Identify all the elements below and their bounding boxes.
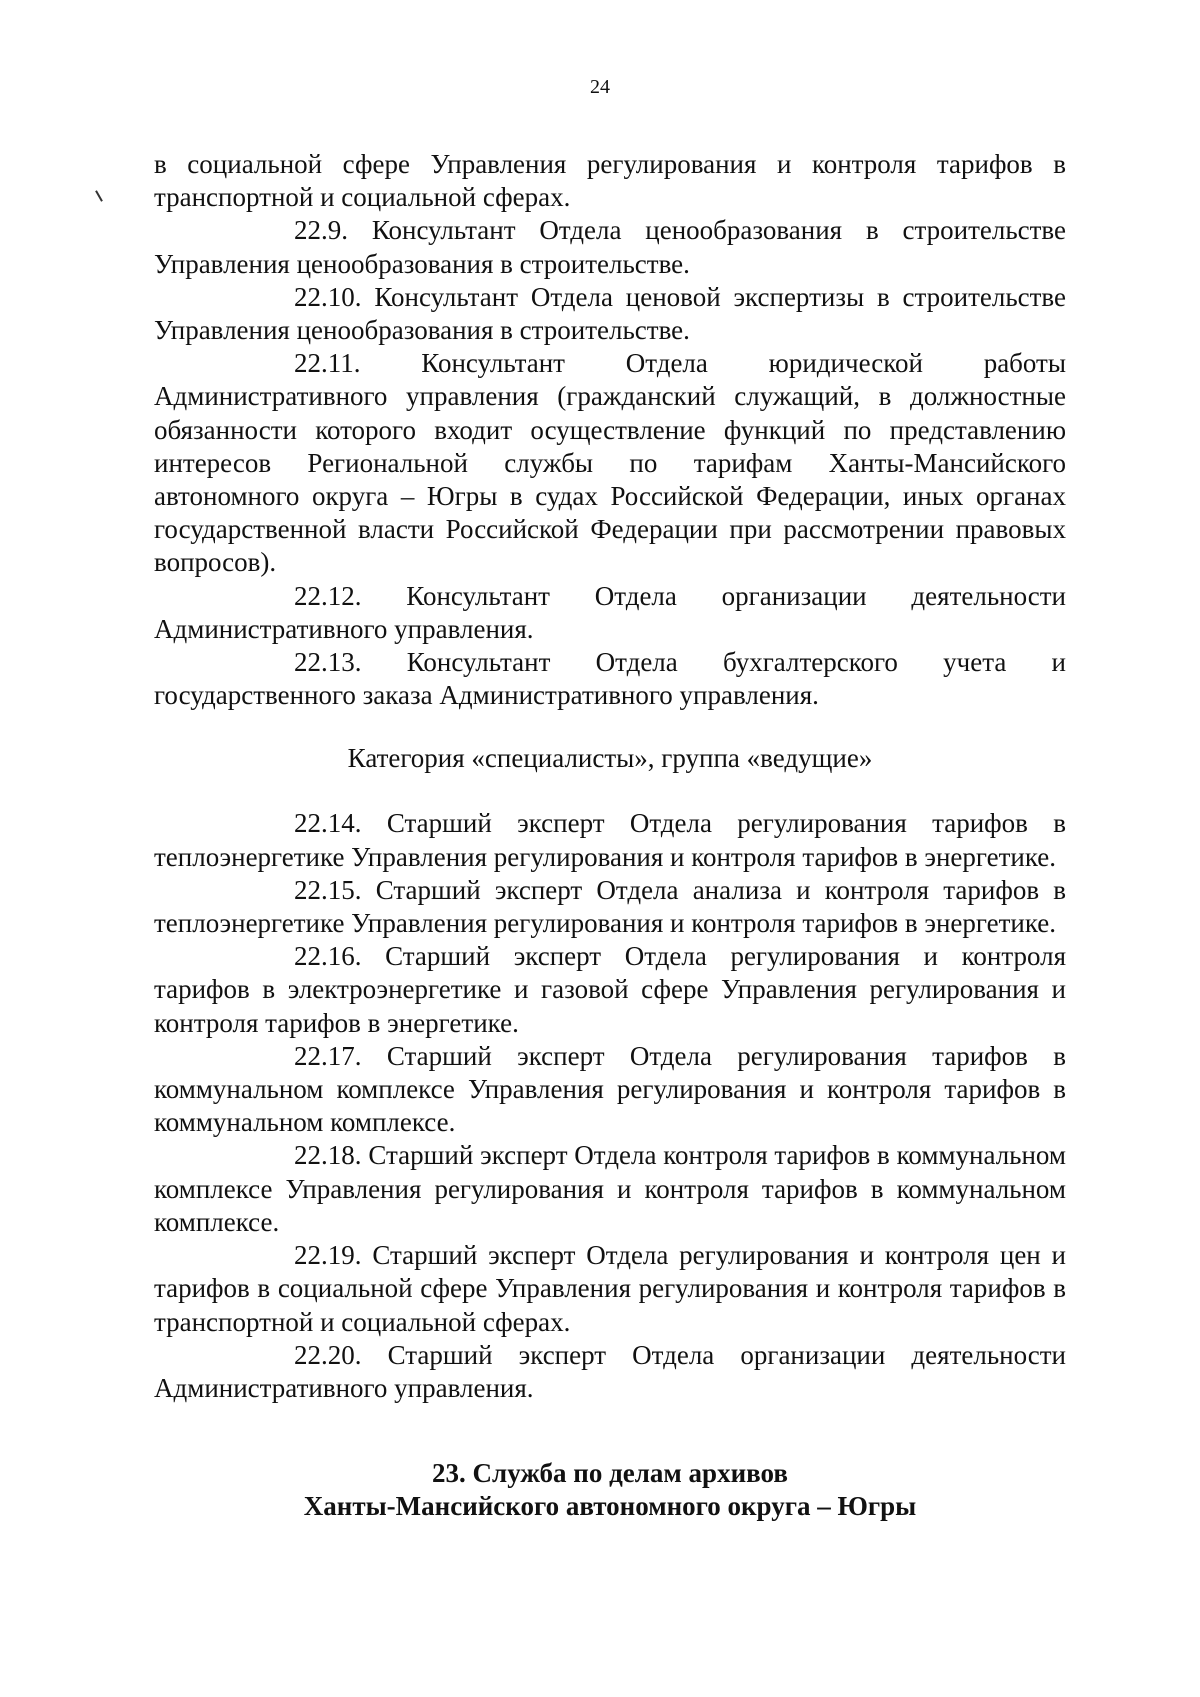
list-item (154, 1040, 1066, 1140)
item-text: Консультант Отдела бухгалтерского учета и государственного заказа Административного управления. (154, 647, 1066, 711)
item-number: 22.10. (294, 281, 362, 312)
item-number: 22.11. (294, 348, 361, 379)
list-item (154, 1339, 1066, 1405)
list-item (154, 281, 1066, 347)
item-text: Старший эксперт Отдела регулирования тарифов в коммунальном комплексе Управления регулирования и контроля тарифов в коммунальном комплексе. (154, 1040, 1067, 1138)
item-text: Старший эксперт Отдела контроля тарифов в коммунальном комплексе Управления регулирования и контроля тарифов в коммунальном комплексе. (154, 1140, 1066, 1237)
item-number: 22.12. (294, 580, 362, 611)
item-text: Старший эксперт Отдела организации деятельности Административного управления. (154, 1339, 1066, 1403)
list-item (154, 347, 1066, 579)
item-text: Старший эксперт Отдела анализа и контроля тарифов в теплоэнергетике Управления регулирования и контроля тарифов в энергетике. (154, 874, 1067, 939)
list-item (154, 1139, 1066, 1239)
list-item (154, 646, 1066, 712)
item-number: 22.17. (294, 1040, 362, 1071)
section-heading-line-2: Ханты-Мансийского автономного округа – Югры (303, 1491, 917, 1522)
item-number: 22.13. (294, 647, 362, 678)
item-number: 22.15. (294, 874, 362, 905)
category-heading: Категория «специалисты», группа «ведущие» (347, 743, 873, 774)
item-text: Старший эксперт Отдела регулирования и контроля цен и тарифов в социальной сфере Управления регулирования и контроля тарифов в транспортной и социальной сферах. (154, 1240, 1067, 1337)
item-text: Консультант Отдела юридической работы Административного управления (гражданский служащий, в должностные обязанности которого входит осуществление функций по представлению интересов Региональной службы по тарифам Ханты-Мансийского автономного округа – Югры в судах Российской Федерации, иных органах государственной власти Российской Федерации при рассмотрении правовых вопросов). (154, 348, 1066, 578)
document-body (154, 148, 1066, 1523)
list-item (154, 1239, 1066, 1339)
item-text: Консультант Отдела ценовой экспертизы в строительстве Управления ценообразования в строительстве. (154, 281, 1066, 346)
list-block-specialists (154, 807, 1066, 1405)
section-heading (154, 1457, 1066, 1523)
item-number: 22.9. (294, 215, 348, 246)
item-text: Старший эксперт Отдела регулирования и контроля тарифов в электроэнергетике и газовой сфере Управления регулирования и контроля тарифов в энергетике. (154, 941, 1066, 1038)
item-number: 22.16. (294, 941, 362, 972)
scan-artifact-mark (95, 190, 103, 201)
list-item (154, 940, 1066, 1040)
item-text: Консультант Отдела ценообразования в строительстве Управления ценообразования в строительстве. (154, 215, 1067, 279)
page-number: 24 (590, 76, 610, 98)
item-number: 22.19. (294, 1240, 362, 1271)
item-text: Консультант Отдела организации деятельности Административного управления. (154, 580, 1066, 644)
list-item (154, 807, 1066, 873)
list-item (154, 214, 1066, 280)
item-number: 22.14. (294, 808, 362, 839)
list-item (154, 874, 1066, 940)
list-block-consultants (154, 214, 1066, 712)
item-text: Старший эксперт Отдела регулирования тарифов в теплоэнергетике Управления регулирования и контроля тарифов в энергетике. (154, 808, 1067, 872)
section-heading-line-1: 23. Служба по делам архивов (432, 1458, 788, 1489)
item-number: 22.18. (294, 1140, 362, 1171)
list-item (154, 580, 1066, 646)
intro-paragraph: в социальной сфере Управления регулирования и контроля тарифов в транспортной и социальной сферах. (154, 149, 1066, 213)
item-number: 22.20. (294, 1339, 362, 1370)
